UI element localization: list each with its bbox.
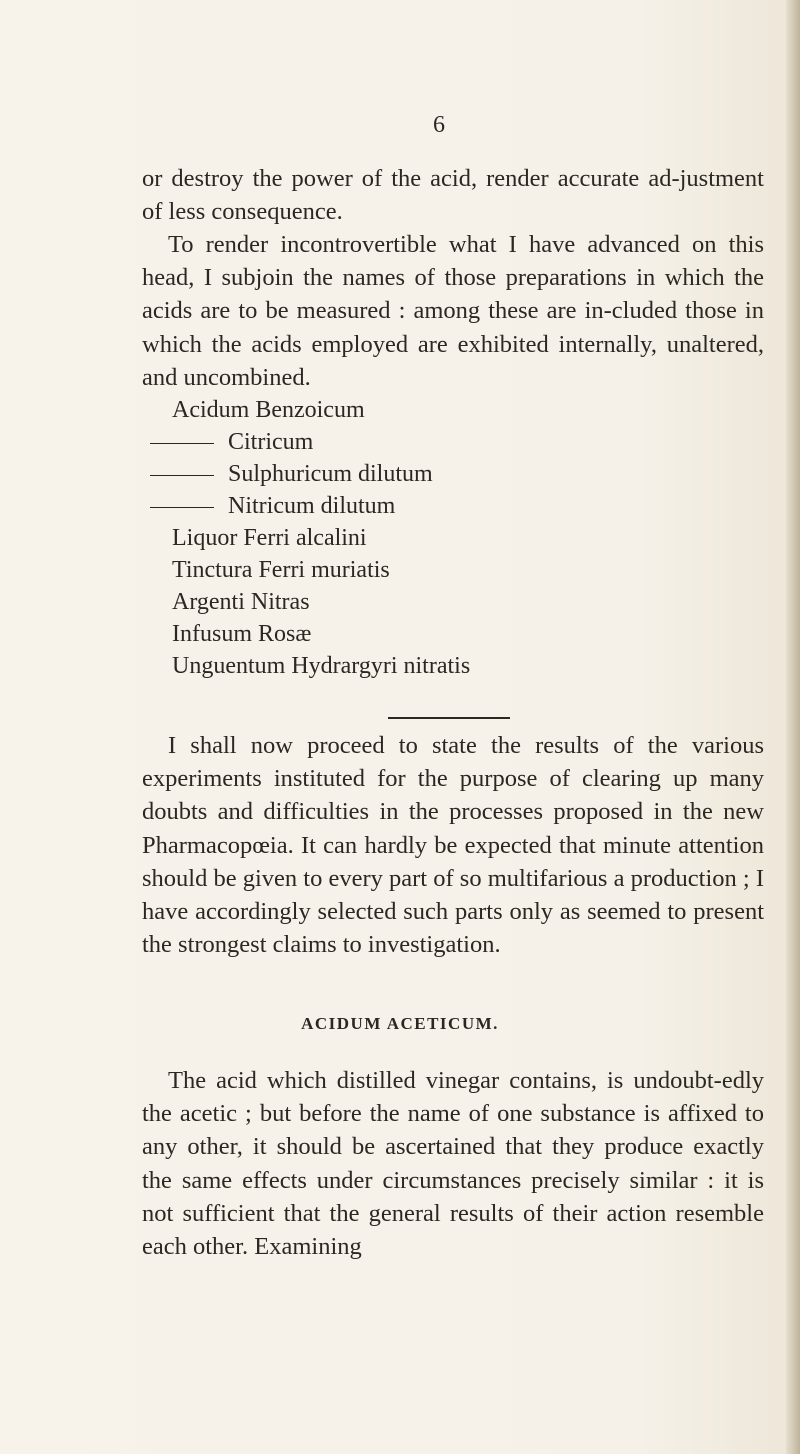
list-item — [142, 522, 742, 554]
section-divider — [388, 717, 510, 719]
paragraph-preparations-intro: To render incontrovertible what I have advanced on this head, I subjoin the names of those preparations in which the acids are to be measured : among these are in-cluded those in which the acids employed are exhibited internally, unaltered, and uncombined. — [142, 231, 764, 391]
list-item-label: Acidum Benzoicum — [172, 397, 365, 423]
page-number: 6 — [433, 112, 445, 138]
list-item — [142, 618, 742, 650]
paragraph-continuation: or destroy the power of the acid, render accurate ad-justment of less consequence. — [142, 165, 764, 226]
list-item — [142, 458, 742, 490]
list-item-label: Unguentum Hydrargyri nitratis — [172, 653, 471, 679]
page-edge — [786, 0, 800, 1454]
list-item — [142, 426, 742, 458]
list-item-label: Citricum — [228, 429, 314, 455]
list-item-label: Nitricum dilutum — [228, 493, 396, 519]
list-item — [142, 554, 742, 586]
list-item — [142, 394, 742, 426]
list-item-label: Argenti Nitras — [172, 589, 310, 615]
list-item-label: Sulphuricum dilutum — [228, 461, 433, 487]
paragraph-acetic-acid: The acid which distilled vinegar contains, is undoubt-edly the acetic ; but before the name of one substance is affixed to any other, it should be ascertained that they produce exactly the same effects under circumstances precisely similar : it is not sufficient that the general results of their action resemble each other. Examining — [142, 1067, 764, 1261]
preparations-list — [142, 394, 742, 682]
list-item-label: Liquor Ferri alcalini — [172, 525, 367, 551]
paragraph-experiments: I shall now proceed to state the results of the various experiments instituted for the purpose of clearing up many doubts and difficulties in the processes proposed in the new Pharmacopœia. It can hardly be expected that minute attention should be given to every part of so multifarious a production ; I have accordingly selected such parts only as seemed to present the strongest claims to investigation. — [142, 732, 764, 959]
ditto-dash — [150, 507, 214, 508]
list-item — [142, 490, 742, 522]
list-item — [142, 586, 742, 618]
list-item-label: Tinctura Ferri muriatis — [172, 557, 390, 583]
list-item — [142, 650, 742, 682]
ditto-dash — [150, 475, 214, 476]
ditto-dash — [150, 443, 214, 444]
list-item-label: Infusum Rosæ — [172, 621, 312, 647]
section-heading: ACIDUM ACETICUM. — [301, 1014, 499, 1033]
